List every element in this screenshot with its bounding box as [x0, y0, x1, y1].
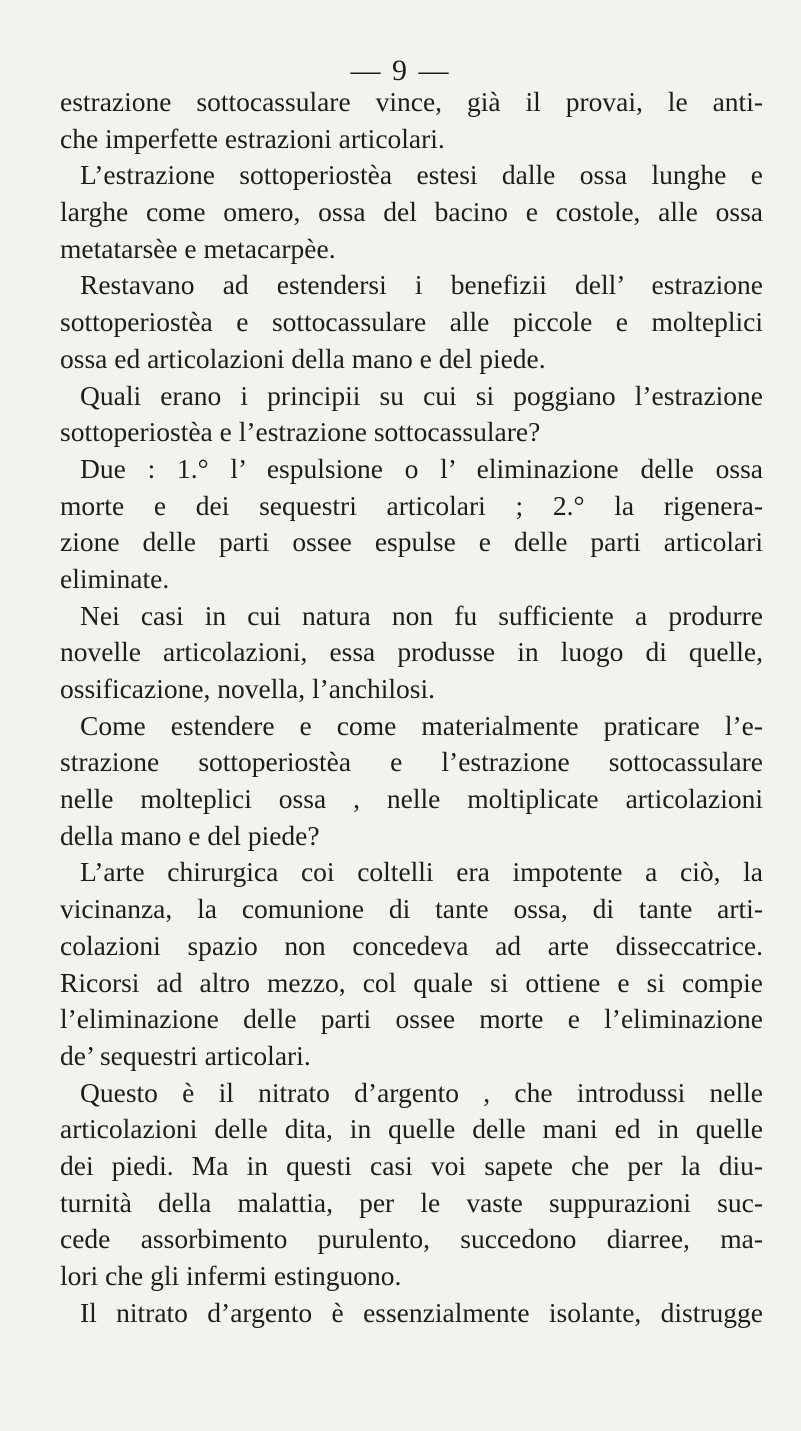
- text-line: sottoperiostèa e sottocassulare alle piccole e molteplici: [60, 306, 763, 338]
- text-line: Ricorsi ad altro mezzo, col quale si ottiene e si compie: [60, 966, 763, 998]
- text-line: Due : 1.° l’ espulsione o l’ eliminazione delle ossa: [80, 452, 763, 484]
- text-line: della mano e del piede?: [60, 819, 320, 851]
- text-line: L’estrazione sottoperiostèa estesi dalle ossa lunghe e: [80, 159, 763, 191]
- page-number: — 9 —: [350, 54, 451, 87]
- text-line: zione delle parti ossee espulse e delle parti articolari: [60, 526, 763, 558]
- text-line: Il nitrato d’argento è essenzialmente isolante, distrugge: [80, 1296, 763, 1328]
- text-line: Quali erano i principii su cui si poggiano l’estrazione: [80, 379, 763, 411]
- text-line: cede assorbimento purulento, succedono diarree, ma-: [60, 1223, 763, 1255]
- text-line: lori che gli infermi estinguono.: [60, 1260, 402, 1291]
- text-line: novelle articolazioni, essa produsse in luogo di quelle,: [60, 636, 763, 668]
- text-line: metatarsèe e metacarpèe.: [60, 232, 336, 264]
- text-line: Nei casi in cui natura non fu sufficiente a produrre: [80, 599, 763, 631]
- text-line: Come estendere e come materialmente praticare l’e-: [80, 709, 763, 741]
- text-line: eliminate.: [60, 562, 170, 594]
- text-line: Restavano ad estendersi i benefizii dell’ estrazione: [80, 269, 763, 301]
- text-line: estrazione sottocassulare vince, già il provai, le anti-: [60, 86, 763, 117]
- text-line: turnità della malattia, per le vaste suppurazioni suc-: [60, 1186, 763, 1218]
- text-line: sottoperiostèa e l’estrazione sottocassulare?: [60, 416, 541, 448]
- text-line: nelle molteplici ossa , nelle moltiplicate articolazioni: [60, 783, 763, 815]
- text-line: dei piedi. Ma in questi casi voi sapete che per la diu-: [60, 1149, 763, 1181]
- text-line: strazione sottoperiostèa e l’estrazione sottocassulare: [60, 746, 763, 778]
- text-line: morte e dei sequestri articolari ; 2.° la rigenera-: [60, 489, 763, 521]
- text-line: de’ sequestri articolari.: [60, 1039, 311, 1071]
- text-line: L’arte chirurgica coi coltelli era impotente a ciò, la: [80, 856, 763, 888]
- text-line: vicinanza, la comunione di tante ossa, di tante arti-: [60, 893, 763, 925]
- text-line: articolazioni delle dita, in quelle delle mani ed in quelle: [60, 1113, 763, 1145]
- text-line: colazioni spazio non concedeva ad arte disseccatrice.: [60, 929, 763, 961]
- text-line: ossificazione, novella, l’anchilosi.: [60, 673, 435, 704]
- text-line: Questo è il nitrato d’argento , che introdussi nelle: [80, 1076, 763, 1108]
- text-line: ossa ed articolazioni della mano e del piede.: [60, 342, 546, 374]
- text-line: larghe come omero, ossa del bacino e costole, alle ossa: [60, 196, 763, 228]
- text-line: che imperfette estrazioni articolari.: [60, 122, 445, 154]
- text-line: l’eliminazione delle parti ossee morte e l’eliminazione: [60, 1003, 763, 1035]
- body-text: [60, 84, 763, 1331]
